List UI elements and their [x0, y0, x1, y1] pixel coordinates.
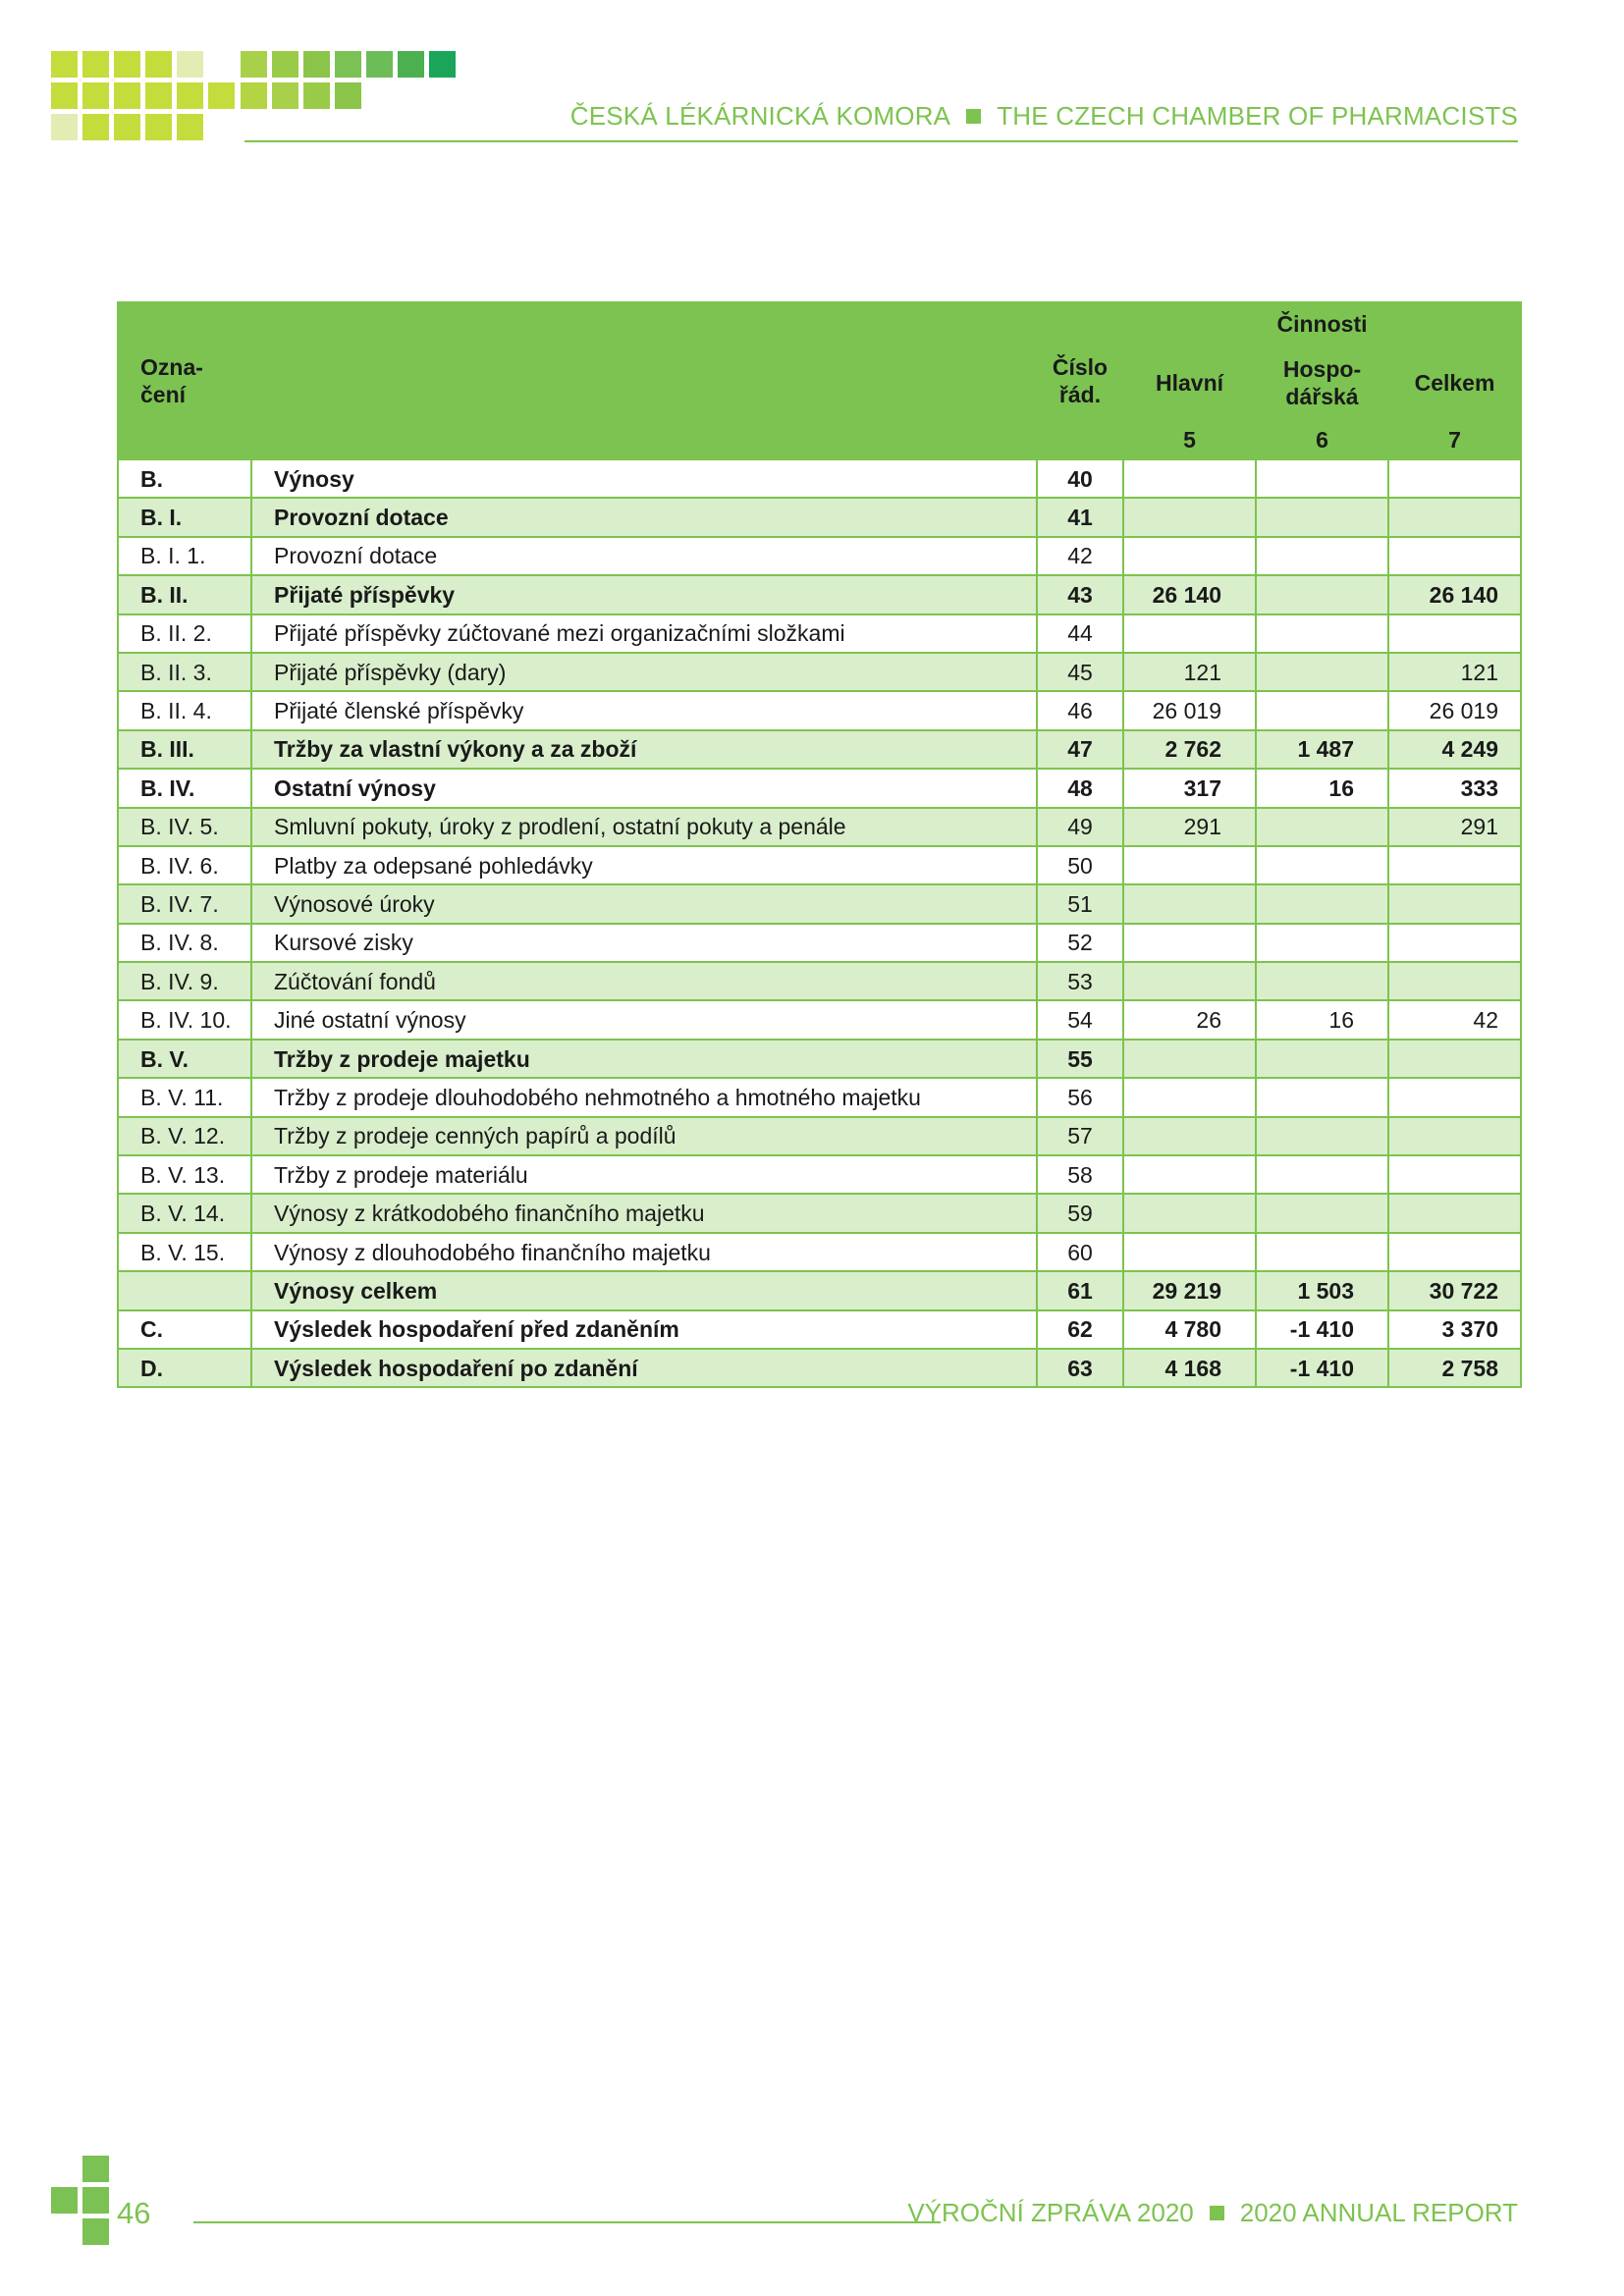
cell-cislo-rad: 42: [1037, 537, 1123, 575]
logo-square: [429, 51, 456, 78]
cell-hospodarska: -1 410: [1256, 1349, 1388, 1387]
cell-oznaceni: B. V. 15.: [118, 1233, 251, 1271]
cell-hospodarska: [1256, 1078, 1388, 1116]
cell-hlavni: [1123, 614, 1256, 653]
logo-square: [82, 2187, 109, 2214]
cell-celkem: 26 140: [1388, 575, 1521, 614]
logo-square: [51, 114, 78, 140]
cell-cislo-rad: 60: [1037, 1233, 1123, 1271]
cell-name: Smluvní pokuty, úroky z prodlení, ostatní pokuty a penále: [251, 808, 1037, 846]
cell-hlavni: [1123, 884, 1256, 923]
cell-celkem: [1388, 1233, 1521, 1271]
table-row: [118, 653, 1521, 691]
logo-square: [335, 82, 361, 109]
header-org-cz: ČESKÁ LÉKÁRNICKÁ KOMORA: [569, 100, 951, 131]
logo-square: [51, 82, 78, 109]
logo-square: [51, 2187, 78, 2214]
cell-cislo-rad: 63: [1037, 1349, 1123, 1387]
cell-oznaceni: B. II. 3.: [118, 653, 251, 691]
footer-report-cz: VÝROČNÍ ZPRÁVA 2020: [907, 2197, 1194, 2227]
cell-name: Výnosové úroky: [251, 884, 1037, 923]
cell-hospodarska: 1 503: [1256, 1271, 1388, 1309]
table-row: [118, 1155, 1521, 1194]
table-row: [118, 537, 1521, 575]
cell-hlavni: [1123, 537, 1256, 575]
logo-square: [177, 51, 203, 78]
cell-cislo-rad: 40: [1037, 459, 1123, 498]
logo-square: [398, 51, 424, 78]
cell-name: Jiné ostatní výnosy: [251, 1000, 1037, 1039]
cell-hospodarska: [1256, 691, 1388, 729]
table-row: [118, 1233, 1521, 1271]
logo-square: [177, 114, 203, 140]
logo-square: [145, 114, 172, 140]
cell-cislo-rad: 61: [1037, 1271, 1123, 1309]
logo-square: [208, 82, 235, 109]
cell-celkem: 3 370: [1388, 1310, 1521, 1349]
table-row: [118, 1194, 1521, 1232]
header-org-en: THE CZECH CHAMBER OF PHARMACISTS: [997, 100, 1518, 131]
table-row: [118, 924, 1521, 962]
table-row: [118, 1078, 1521, 1116]
logo-square: [303, 82, 330, 109]
cell-oznaceni: B. II.: [118, 575, 251, 614]
cell-hlavni: 2 762: [1123, 730, 1256, 769]
cell-oznaceni: B.: [118, 459, 251, 498]
cell-oznaceni: B. V. 11.: [118, 1078, 251, 1116]
cell-cislo-rad: 51: [1037, 884, 1123, 923]
table-row: [118, 575, 1521, 614]
cell-hlavni: 26 140: [1123, 575, 1256, 614]
cell-celkem: 42: [1388, 1000, 1521, 1039]
separator-square-icon: [966, 109, 981, 124]
cell-celkem: [1388, 846, 1521, 884]
logo-square: [51, 51, 78, 78]
cell-celkem: 4 249: [1388, 730, 1521, 769]
cell-celkem: [1388, 459, 1521, 498]
column-header-celkem: Celkem: [1388, 346, 1521, 420]
cell-name: Výnosy z krátkodobého finančního majetku: [251, 1194, 1037, 1232]
cell-celkem: [1388, 1040, 1521, 1078]
cell-hospodarska: [1256, 1155, 1388, 1194]
cell-hlavni: 29 219: [1123, 1271, 1256, 1309]
footer-divider: [193, 2221, 941, 2223]
cell-hlavni: [1123, 1117, 1256, 1155]
cell-celkem: [1388, 962, 1521, 1000]
cell-cislo-rad: 49: [1037, 808, 1123, 846]
cell-name: Ostatní výnosy: [251, 769, 1037, 807]
cell-celkem: [1388, 614, 1521, 653]
cell-hlavni: [1123, 1233, 1256, 1271]
cell-cislo-rad: 44: [1037, 614, 1123, 653]
cell-name: Výsledek hospodaření před zdaněním: [251, 1310, 1037, 1349]
table-row: [118, 1040, 1521, 1078]
cell-oznaceni: B. II. 4.: [118, 691, 251, 729]
cell-oznaceni: B. IV. 8.: [118, 924, 251, 962]
cell-name: Tržby za vlastní výkony a za zboží: [251, 730, 1037, 769]
cell-oznaceni: B. I. 1.: [118, 537, 251, 575]
cell-cislo-rad: 50: [1037, 846, 1123, 884]
cell-oznaceni: B. V. 14.: [118, 1194, 251, 1232]
cell-hospodarska: [1256, 1040, 1388, 1078]
cell-hospodarska: [1256, 962, 1388, 1000]
logo-square: [366, 51, 393, 78]
cell-oznaceni: B. IV. 10.: [118, 1000, 251, 1039]
cell-hlavni: 4 168: [1123, 1349, 1256, 1387]
table-row: [118, 1117, 1521, 1155]
cell-hlavni: 4 780: [1123, 1310, 1256, 1349]
cell-hospodarska: [1256, 498, 1388, 536]
table-row: [118, 769, 1521, 807]
logo-square: [82, 51, 109, 78]
cell-hospodarska: [1256, 924, 1388, 962]
cell-hlavni: 291: [1123, 808, 1256, 846]
logo-square: [241, 51, 267, 78]
cell-cislo-rad: 59: [1037, 1194, 1123, 1232]
cell-hlavni: [1123, 1078, 1256, 1116]
cell-oznaceni: B. IV. 5.: [118, 808, 251, 846]
column-number-hlavni: 5: [1123, 420, 1256, 459]
cell-hlavni: [1123, 1155, 1256, 1194]
logo-square: [82, 2218, 109, 2245]
cell-hlavni: [1123, 924, 1256, 962]
cell-cislo-rad: 53: [1037, 962, 1123, 1000]
cell-oznaceni: B. I.: [118, 498, 251, 536]
cell-celkem: [1388, 1194, 1521, 1232]
cell-cislo-rad: 48: [1037, 769, 1123, 807]
cell-hospodarska: [1256, 1233, 1388, 1271]
cell-cislo-rad: 45: [1037, 653, 1123, 691]
header-title: [570, 98, 1518, 133]
table-row: [118, 1000, 1521, 1039]
logo-square: [272, 51, 298, 78]
cell-name: Tržby z prodeje cenných papírů a podílů: [251, 1117, 1037, 1155]
cell-oznaceni: B. IV. 7.: [118, 884, 251, 923]
logo-square: [145, 51, 172, 78]
cell-hospodarska: [1256, 884, 1388, 923]
cell-oznaceni: B. V. 12.: [118, 1117, 251, 1155]
cell-hospodarska: -1 410: [1256, 1310, 1388, 1349]
table-body: [118, 459, 1521, 1387]
table-row: [118, 884, 1521, 923]
cell-cislo-rad: 55: [1037, 1040, 1123, 1078]
cell-hlavni: 121: [1123, 653, 1256, 691]
column-header-cislo-rad: Číslo řád.: [1037, 302, 1123, 459]
cell-name: Výnosy: [251, 459, 1037, 498]
table-row: [118, 498, 1521, 536]
cell-oznaceni: B. IV. 9.: [118, 962, 251, 1000]
revenue-table: [117, 301, 1522, 1388]
cell-celkem: [1388, 537, 1521, 575]
table-row: [118, 846, 1521, 884]
table-row: [118, 691, 1521, 729]
table-row: [118, 1349, 1521, 1387]
cell-celkem: [1388, 924, 1521, 962]
cell-oznaceni: B. IV. 6.: [118, 846, 251, 884]
cell-hlavni: 317: [1123, 769, 1256, 807]
cell-hospodarska: [1256, 459, 1388, 498]
logo-square: [82, 114, 109, 140]
cell-hospodarska: [1256, 537, 1388, 575]
cell-hlavni: [1123, 1194, 1256, 1232]
table-row: [118, 730, 1521, 769]
cell-hospodarska: [1256, 1194, 1388, 1232]
cell-celkem: 333: [1388, 769, 1521, 807]
cell-name: Provozní dotace: [251, 537, 1037, 575]
cell-cislo-rad: 41: [1037, 498, 1123, 536]
cell-hlavni: [1123, 1040, 1256, 1078]
logo-square: [82, 2156, 109, 2182]
logo-square: [82, 82, 109, 109]
cell-hospodarska: [1256, 653, 1388, 691]
cell-hospodarska: [1256, 575, 1388, 614]
cell-name: Přijaté členské příspěvky: [251, 691, 1037, 729]
cell-celkem: 26 019: [1388, 691, 1521, 729]
cell-cislo-rad: 43: [1037, 575, 1123, 614]
cell-name: Kursové zisky: [251, 924, 1037, 962]
cell-celkem: [1388, 498, 1521, 536]
cell-celkem: [1388, 1117, 1521, 1155]
table-row: [118, 1271, 1521, 1309]
header-divider: [244, 140, 1518, 142]
cell-cislo-rad: 62: [1037, 1310, 1123, 1349]
cell-hlavni: [1123, 459, 1256, 498]
cell-name: Zúčtování fondů: [251, 962, 1037, 1000]
logo-square: [114, 51, 140, 78]
column-number-hospodarska: 6: [1256, 420, 1388, 459]
cell-name: Přijaté příspěvky: [251, 575, 1037, 614]
cell-cislo-rad: 56: [1037, 1078, 1123, 1116]
cell-name: Přijaté příspěvky zúčtované mezi organizačními složkami: [251, 614, 1037, 653]
table-row: [118, 614, 1521, 653]
cell-name: Platby za odepsané pohledávky: [251, 846, 1037, 884]
cell-name: Výsledek hospodaření po zdanění: [251, 1349, 1037, 1387]
cell-name: Přijaté příspěvky (dary): [251, 653, 1037, 691]
logo-square: [177, 82, 203, 109]
cell-hlavni: [1123, 846, 1256, 884]
logo-square: [114, 82, 140, 109]
cell-celkem: 121: [1388, 653, 1521, 691]
cell-celkem: [1388, 1155, 1521, 1194]
cell-celkem: [1388, 884, 1521, 923]
cell-celkem: 291: [1388, 808, 1521, 846]
cell-name: Výnosy z dlouhodobého finančního majetku: [251, 1233, 1037, 1271]
logo-square: [241, 82, 267, 109]
column-header-name: [251, 302, 1037, 459]
cell-hospodarska: [1256, 614, 1388, 653]
cell-hospodarska: 16: [1256, 1000, 1388, 1039]
table-row: [118, 1310, 1521, 1349]
cell-oznaceni: B. IV.: [118, 769, 251, 807]
cell-name: Výnosy celkem: [251, 1271, 1037, 1309]
cell-oznaceni: D.: [118, 1349, 251, 1387]
cell-oznaceni: C.: [118, 1310, 251, 1349]
table-row: [118, 962, 1521, 1000]
cell-name: Tržby z prodeje majetku: [251, 1040, 1037, 1078]
logo-square: [114, 114, 140, 140]
cell-cislo-rad: 46: [1037, 691, 1123, 729]
logo-square: [145, 82, 172, 109]
column-number-celkem: 7: [1388, 420, 1521, 459]
table-row: [118, 459, 1521, 498]
footer-title: [907, 2195, 1518, 2230]
cell-hlavni: 26: [1123, 1000, 1256, 1039]
cell-oznaceni: B. V. 13.: [118, 1155, 251, 1194]
cell-celkem: 30 722: [1388, 1271, 1521, 1309]
page-number: 46: [117, 2196, 151, 2230]
cell-cislo-rad: 47: [1037, 730, 1123, 769]
cell-hospodarska: [1256, 808, 1388, 846]
column-header-oznaceni: Ozna- čení: [118, 302, 251, 459]
cell-oznaceni: B. III.: [118, 730, 251, 769]
separator-square-icon: [1210, 2206, 1224, 2220]
column-header-hospodarska: Hospo- dářská: [1256, 346, 1388, 420]
logo-square: [335, 51, 361, 78]
cell-hlavni: [1123, 498, 1256, 536]
logo-square: [272, 82, 298, 109]
cell-hospodarska: [1256, 846, 1388, 884]
footer-report-en: 2020 ANNUAL REPORT: [1239, 2197, 1518, 2227]
cell-oznaceni: B. II. 2.: [118, 614, 251, 653]
cell-celkem: [1388, 1078, 1521, 1116]
table-row: [118, 808, 1521, 846]
cell-hlavni: 26 019: [1123, 691, 1256, 729]
cell-name: Provozní dotace: [251, 498, 1037, 536]
cell-hospodarska: 1 487: [1256, 730, 1388, 769]
cell-cislo-rad: 54: [1037, 1000, 1123, 1039]
cell-oznaceni: B. V.: [118, 1040, 251, 1078]
column-header-cinnosti: Činnosti: [1123, 302, 1521, 346]
cell-name: Tržby z prodeje materiálu: [251, 1155, 1037, 1194]
cell-cislo-rad: 57: [1037, 1117, 1123, 1155]
cell-cislo-rad: 52: [1037, 924, 1123, 962]
column-header-hlavni: Hlavní: [1123, 346, 1256, 420]
cell-cislo-rad: 58: [1037, 1155, 1123, 1194]
cell-hospodarska: 16: [1256, 769, 1388, 807]
cell-oznaceni: [118, 1271, 251, 1309]
logo-square: [303, 51, 330, 78]
cell-name: Tržby z prodeje dlouhodobého nehmotného a hmotného majetku: [251, 1078, 1037, 1116]
cell-hlavni: [1123, 962, 1256, 1000]
cell-hospodarska: [1256, 1117, 1388, 1155]
cell-celkem: 2 758: [1388, 1349, 1521, 1387]
